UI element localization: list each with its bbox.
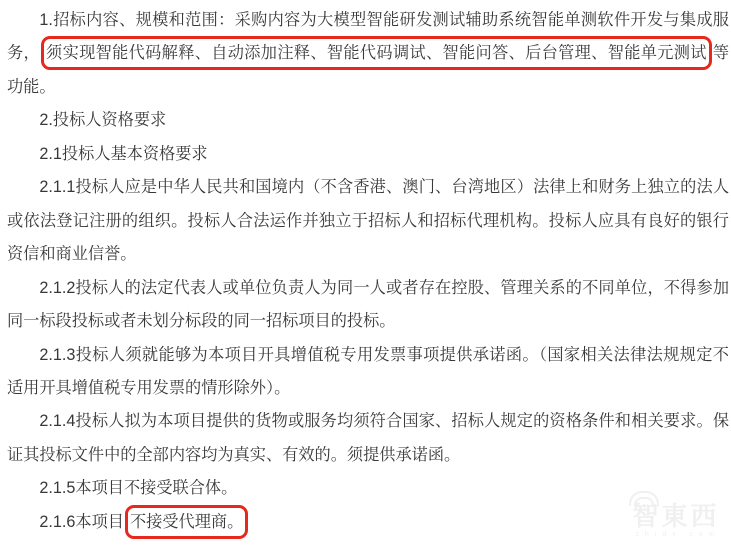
text-segment: 2.投标人资格要求 xyxy=(39,111,167,130)
text-segment: 1.招标内容、规模和范围：采购内容为大模型智能研发测试辅助系统智能单测软件开发与集成服务， xyxy=(7,11,729,63)
text-segment: 2.1.1投标人应是中华人民共和国境内（不含香港、澳门、台湾地区）法律上和财务上独立的法人或依法登记注册的组织。投标人合法运作并独立于招标人和招标代理机构。投标人应具有良好的银行资信和商业信誉。 xyxy=(7,178,729,264)
red-highlight-box: 须实现智能代码解释、自动添加注释、智能代码调试、智能问答、后台管理、智能单元测试 xyxy=(41,36,712,70)
paragraph xyxy=(7,4,729,104)
paragraph xyxy=(7,472,729,505)
text-segment: 等功能。 xyxy=(7,44,730,96)
paragraph xyxy=(7,104,729,137)
watermark-logo-text: 智東西 xyxy=(632,501,720,531)
paragraph xyxy=(7,405,729,472)
paragraph xyxy=(7,171,729,271)
paragraph xyxy=(7,272,729,339)
text-segment: 2.1.6本项目 xyxy=(39,512,124,531)
paragraph xyxy=(7,339,729,406)
watermark-domain-text: z h i d x . c o m xyxy=(635,531,717,538)
paragraph xyxy=(7,138,729,171)
document-body xyxy=(7,0,729,539)
text-segment: 2.1.3投标人须就能够为本项目开具增值税专用发票事项提供承诺函。（国家相关法律法规规定不适用开具增值税专用发票的情形除外）。 xyxy=(7,345,729,397)
red-highlight-box: 不接受代理商。 xyxy=(125,505,248,539)
text-segment: 2.1.5本项目不接受联合体。 xyxy=(39,479,238,498)
text-segment: 2.1.4投标人拟为本项目提供的货物或服务均须符合国家、招标人规定的资格条件和相关要求。保证其投标文件中的全部内容均为真实、有效的。须提供承诺函。 xyxy=(7,412,729,464)
text-segment: 2.1.2投标人的法定代表人或单位负责人为同一人或者存在控股、管理关系的不同单位，不得参加同一标段投标或者未划分标段的同一招标项目的投标。 xyxy=(7,278,729,331)
paragraph xyxy=(7,506,729,539)
text-segment: 2.1投标人基本资格要求 xyxy=(39,144,208,163)
